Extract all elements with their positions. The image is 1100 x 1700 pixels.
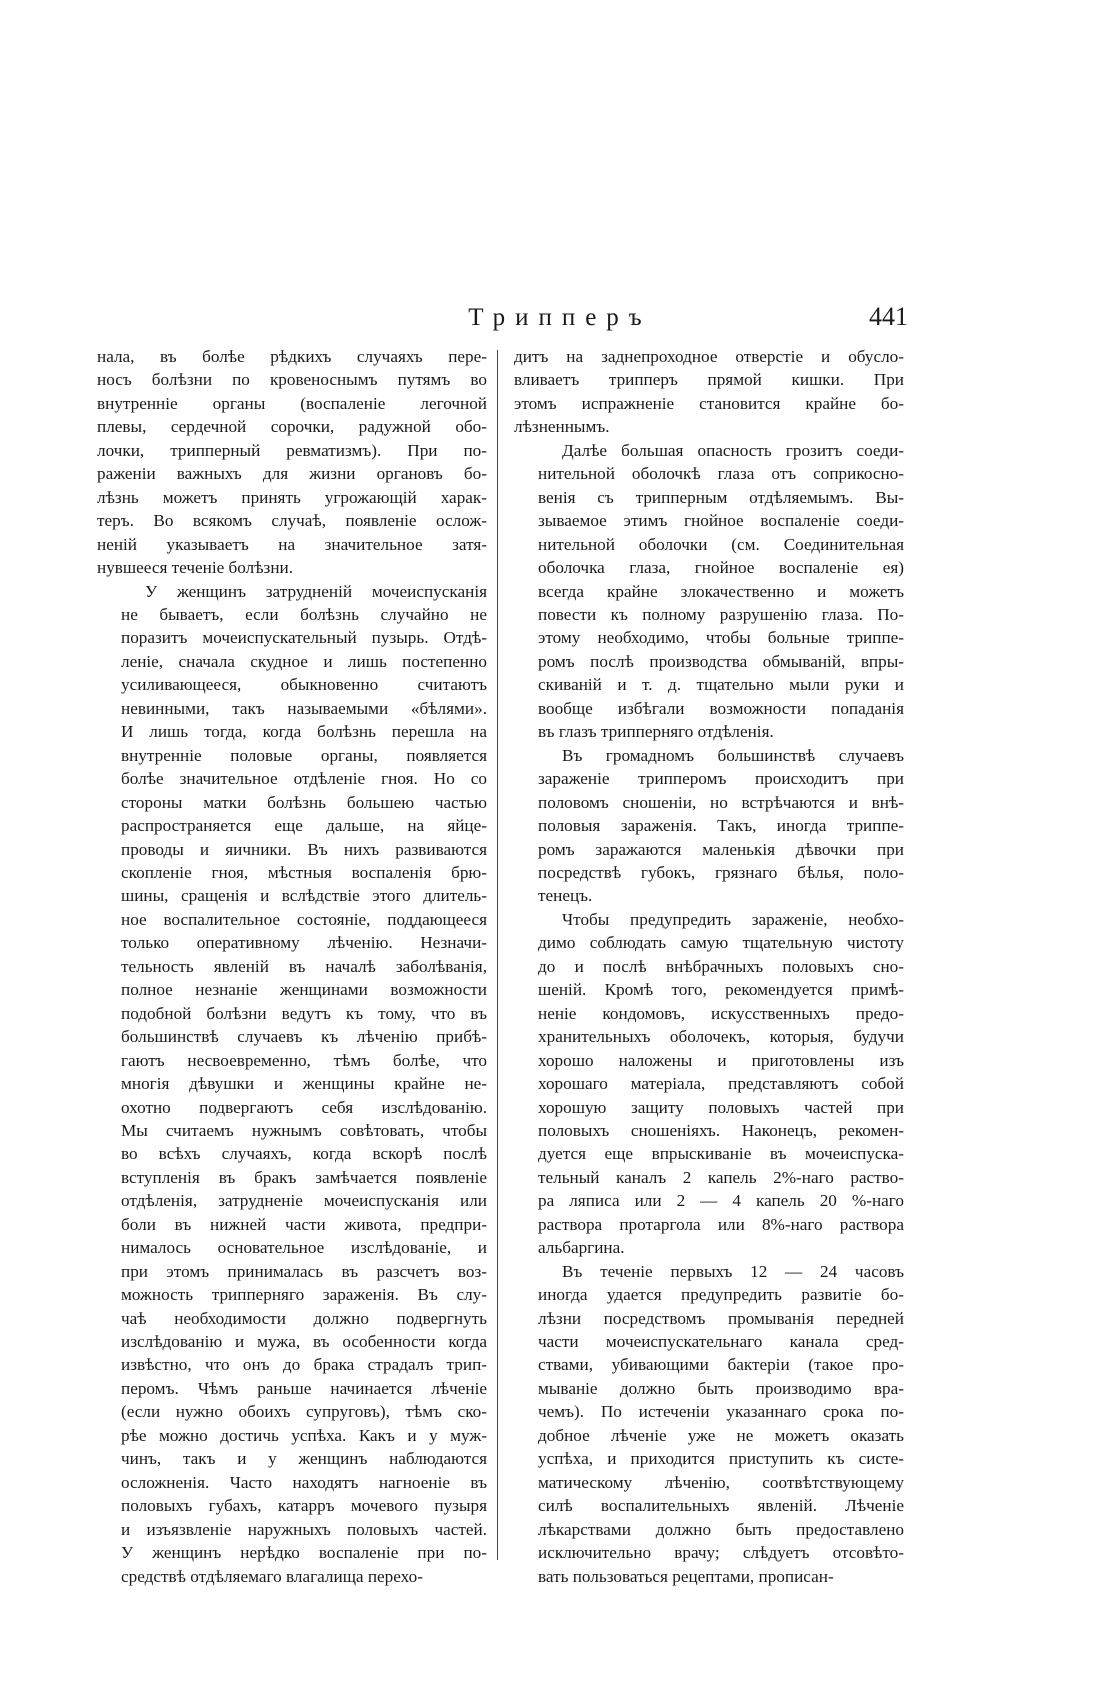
text-line: чаѣ необходимости должно подвергнуть [121,1308,487,1328]
paragraph [97,345,487,580]
text-line: альбаргина. [538,1238,625,1258]
text-line: во всѣхъ случаяхъ, когда вскорѣ послѣ [121,1144,487,1164]
text-line: половомъ сношеніи, но встрѣчаются и внѣ- [538,792,904,812]
text-line: скиваній и т. д. тщательно мыли руки и [538,675,904,695]
paragraph [97,580,487,1588]
text-line: (если нужно обоихъ супруговъ), тѣмъ ско- [121,1402,487,1422]
text-line: вать пользоваться рецептами, прописан- [538,1566,834,1586]
text-line: носъ болѣзни по кровеноснымъ путямъ во [97,370,487,390]
text-line: не бываетъ, если болѣзнь случайно не [121,604,487,624]
text-line: большинствѣ случаевъ къ лѣченію прибѣ- [121,1027,487,1047]
text-line: хорошую защиту половыхъ частей при [538,1097,904,1117]
page-number: 441 [869,302,908,331]
text-line: добное лѣченіе уже не можетъ оказать [538,1425,904,1445]
text-line: распространяется еще дальше, на яйце- [121,816,487,836]
text-line: матическому лѣченію, соотвѣтствующему [538,1472,904,1492]
text-line: посредствѣ губокъ, грязнаго бѣлья, поло- [538,862,904,882]
text-line: лочки, трипперный ревматизмъ). При по- [97,440,487,460]
text-line: части мочеиспускательнаго канала сред- [538,1332,904,1352]
text-line: ромъ послѣ производства обмываній, впры- [538,651,904,671]
text-line: Чтобы предупредить зараженіе, необхо- [562,909,904,929]
paragraph [514,744,904,908]
text-line: чинъ, такъ и у женщинъ наблюдаются [121,1449,487,1469]
text-line: осложненія. Часто находятъ нагноеніе въ [121,1472,487,1492]
text-line: поразитъ мочеиспускательный пузырь. Отдѣ- [121,628,487,648]
text-line: шины, сращенія и вслѣдствіе этого длитель- [121,886,487,906]
text-line: лѣзни посредствомъ промыванія передней [538,1308,904,1328]
text-line: ра ляписа или 2 — 4 капель 20 %-наго [538,1191,904,1211]
text-line: средствѣ отдѣляемаго влагалища перехо- [121,1566,423,1586]
text-line: гаютъ несвоевременно, тѣмъ болѣе, что [121,1050,487,1070]
left-column [97,345,487,1586]
paragraph [514,345,904,439]
text-line: половыхъ сношеніяхъ. Наконецъ, рекомен- [538,1120,904,1140]
text-line: при этомъ принималась въ разсчетъ воз- [121,1261,487,1281]
text-line: половыя зараженія. Такъ, иногда триппе- [538,816,904,836]
text-line: леніе, сначала скудное и лишь постепенно [121,651,487,671]
text-line: внутренніе органы (воспаленіе легочной [97,393,487,413]
text-line: нала, въ болѣе рѣдкихъ случаяхъ пере- [97,347,487,366]
text-line: тенецъ. [538,886,593,906]
text-line: раженіи важныхъ для жизни органовъ бо- [97,464,487,484]
text-line: извѣстно, что онъ до брака страдалъ трип- [121,1355,487,1375]
text-line: Мы считаемъ нужнымъ совѣтовать, чтобы [121,1120,487,1140]
text-line: У женщинъ затрудненій мочеиспусканія [145,581,487,601]
text-line: тельный каналъ 2 капель 2%-наго раство- [538,1167,904,1187]
text-line: нувшееся теченіе болѣзни. [97,558,294,578]
text-line: вообще избѣгали возможности попаданія [538,698,904,718]
column-divider [497,350,498,1560]
text-line: этому необходимо, чтобы больные триппе- [538,628,904,648]
text-line: можность трипперняго зараженія. Въ слу- [121,1285,487,1305]
text-line: нительной оболочкѣ глаза отъ соприкосно- [538,464,904,484]
text-line: И лишь тогда, когда болѣзнь перешла на [121,722,487,742]
text-line: перомъ. Чѣмъ раньше начинается лѣченіе [121,1378,487,1398]
text-line: и изъязвленіе наружныхъ половыхъ частей. [121,1519,487,1539]
text-line: зываемое этимъ гнойное воспаленіе соеди- [538,511,904,531]
text-line: нималось основательное изслѣдованіе, и [121,1238,487,1258]
text-line: въ глазъ трипперняго отдѣленія. [538,722,774,742]
paragraph [514,908,904,1260]
text-line: силѣ воспалительныхъ явленій. Лѣченіе [538,1496,904,1516]
text-line: невинными, такъ называемыми «бѣлями». [121,698,487,718]
text-line: хорошаго матеріала, представляютъ собой [538,1074,904,1094]
text-line: усиливающееся, обыкновенно считаютъ [121,675,487,695]
text-line: шеній. Кромѣ того, рекомендуется примѣ- [538,980,904,1000]
text-line: отдѣленія, затрудненіе мочеиспусканія или [121,1191,487,1211]
text-line: Въ теченіе первыхъ 12 — 24 часовъ [562,1261,904,1281]
text-line: лѣзненнымъ. [514,417,610,437]
text-line: полное незнаніе женщинами возможности [121,980,487,1000]
text-line: ствами, убивающими бактеріи (такое про- [538,1355,904,1375]
text-line: половыхъ губахъ, катарръ мочевого пузыря [121,1496,487,1516]
text-line: ромъ заражаются маленькія дѣвочки при [538,839,904,859]
text-line: многія дѣвушки и женщины крайне не- [121,1074,487,1094]
text-line: только оперативному лѣченію. Незначи- [121,933,487,953]
text-line: дуется еще впрыскиваніе въ мочеиспуска- [538,1144,904,1164]
text-line: оболочка глаза, гнойное воспаленіе ея) [538,558,904,578]
text-line: нительной оболочки (см. Соединительная [538,534,904,554]
text-line: тельность явленій въ началѣ заболѣванія, [121,956,487,976]
text-line: всегда крайне злокачественно и можетъ [538,581,904,601]
text-line: болѣе значительное отдѣленіе гноя. Но со [121,769,487,789]
text-line: этомъ испражненіе становится крайне бо- [514,393,904,413]
text-line: ное воспалительное состояніе, поддающееся [121,909,487,929]
text-line: стороны матки болѣзнь большею частью [121,792,487,812]
text-line: раствора протаргола или 8%-наго раствора [538,1214,904,1234]
text-line: вливаетъ трипперъ прямой кишки. При [514,370,904,390]
text-line: венія съ трипперным отдѣляемымъ. Вы- [538,487,904,507]
text-line: У женщинъ нерѣдко воспаленіе при по- [121,1543,487,1563]
paragraph [514,439,904,744]
text-line: лѣкарствами должно быть предоставлено [538,1519,904,1539]
text-line: иногда удается предупредить развитіе бо- [538,1285,904,1305]
text-line: Далѣе большая опасность грозитъ соеди- [562,440,904,460]
text-line: неній указываетъ на значительное затя- [97,534,487,554]
text-line: скопленіе гноя, мѣстныя воспаленія брю- [121,862,487,882]
text-line: мываніе должно быть производимо вра- [538,1378,904,1398]
text-line: успѣха, и приходится приступить къ систе- [538,1449,904,1469]
text-line: плевы, сердечной сорочки, радужной обо- [97,417,487,437]
text-line: до и послѣ внѣбрачныхъ половыхъ сно- [538,956,904,976]
text-line: зараженіе трипперомъ происходитъ при [538,769,904,789]
text-line: охотно подвергаютъ себя изслѣдованію. [121,1097,487,1117]
text-line: дитъ на заднепроходное отверстіе и обусло- [514,347,904,366]
text-line: теръ. Во всякомъ случаѣ, появленіе ослож- [97,511,487,531]
text-line: хорошо наложены и приготовлены изъ [538,1050,904,1070]
text-line: Въ громадномъ большинствѣ случаевъ [562,745,904,765]
text-line: неніе кондомовъ, искусственныхъ предо- [538,1003,904,1023]
text-line: хранительныхъ оболочекъ, которыя, будучи [538,1027,904,1047]
text-line: боли въ нижней части живота, предпри- [121,1214,487,1234]
text-line: проводы и яичники. Въ нихъ развиваются [121,839,487,859]
text-line: рѣе можно достичь успѣха. Какъ и у муж- [121,1425,487,1445]
paragraph [514,1260,904,1588]
text-line: чемъ). По истеченіи указаннаго срока по- [538,1402,904,1422]
text-line: лѣзнь можетъ принять угрожающій харак- [97,487,487,507]
text-line: изслѣдованію и мужа, въ особенности когда [121,1332,487,1352]
running-header: Трипперъ [468,304,652,331]
right-column [514,345,904,1586]
text-line: исключительно врачу; слѣдуетъ отсовѣто- [538,1543,904,1563]
text-line: подобной болѣзни ведутъ къ тому, что въ [121,1003,487,1023]
text-line: повести къ полному разрушенію глаза. По- [538,604,904,624]
text-line: внутренніе половые органы, появляется [121,745,487,765]
text-line: димо соблюдать самую тщательную чистоту [538,933,904,953]
text-line: вступленія въ бракъ замѣчается появленіе [121,1167,487,1187]
